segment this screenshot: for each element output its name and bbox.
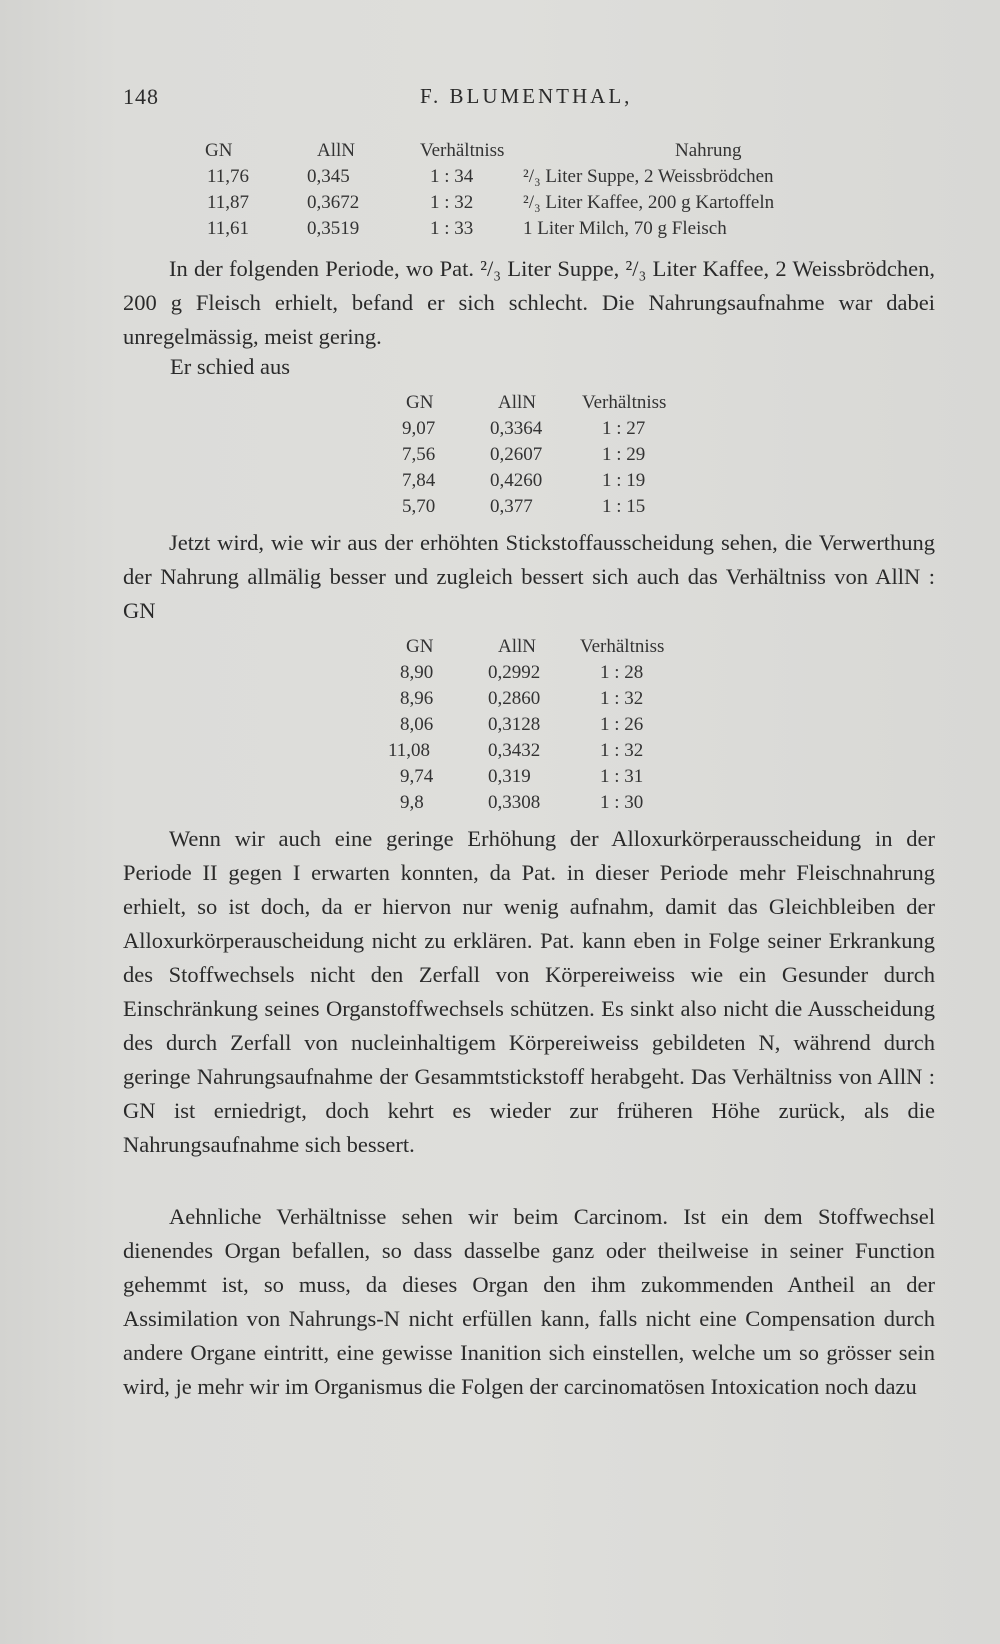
paragraph-text: Jetzt wird, wie wir aus der erhöhten Stickstoffausscheidung sehen, die Verwerthung der Nahrung allmälig besser und zugleich bessert sich auch das Verhältniss von AllN : GN — [123, 530, 935, 623]
paragraph-2 — [123, 526, 935, 628]
column-header-gn: GN — [205, 140, 233, 161]
cell-ratio: 1 : 33 — [430, 218, 474, 239]
column-header-nahrung: Nahrung — [675, 140, 742, 161]
cell-ratio: 1 : 31 — [600, 766, 644, 787]
column-header-verhaeltniss: Verhältniss — [420, 140, 505, 161]
table-header-row — [205, 138, 925, 164]
cell-ratio: 1 : 30 — [600, 792, 644, 813]
cell-ratio: 1 : 19 — [602, 470, 646, 491]
table-row — [402, 468, 722, 494]
table-row — [205, 164, 925, 190]
cell-gn: 8,96 — [400, 688, 434, 709]
cell-ratio: 1 : 32 — [600, 688, 644, 709]
cell-gn: 9,74 — [400, 766, 434, 787]
cell-alln: 0,319 — [488, 766, 531, 787]
table-row — [205, 190, 925, 216]
cell-gn: 8,90 — [400, 662, 434, 683]
cell-ratio: 1 : 29 — [602, 444, 646, 465]
cell-alln: 0,2607 — [490, 444, 543, 465]
table-row — [388, 660, 728, 686]
nitrogen-table-1 — [205, 138, 925, 242]
column-header-alln: AllN — [317, 140, 355, 161]
cell-alln: 0,3128 — [488, 714, 541, 735]
table-row — [402, 416, 722, 442]
cell-alln: 0,3432 — [488, 740, 541, 761]
cell-gn: 5,70 — [402, 496, 436, 517]
cell-nahrung: ²/₃ Liter Suppe, 2 Weissbrödchen — [523, 166, 774, 187]
cell-ratio: 1 : 34 — [430, 166, 474, 187]
cell-alln: 0,3519 — [307, 218, 360, 239]
cell-alln: 0,4260 — [490, 470, 543, 491]
table-row — [388, 738, 728, 764]
cell-ratio: 1 : 32 — [600, 740, 644, 761]
running-head: F. BLUMENTHAL, — [420, 84, 633, 108]
table-row — [402, 494, 722, 520]
table-row — [402, 442, 722, 468]
paragraph-text: In der folgenden Periode, wo Pat. ²/₃ Liter Suppe, ²/₃ Liter Kaffee, 2 Weissbrödchen, 200 g Fleisch erhielt, befand er sich schlecht. Die Nahrungsaufnahme war dabei unregelmässig, meist gering. — [123, 256, 935, 349]
column-header-gn: GN — [406, 392, 434, 413]
column-header-gn: GN — [406, 636, 434, 657]
paragraph-text: Aehnliche Verhältnisse sehen wir beim Carcinom. Ist ein dem Stoffwechsel dienendes Organ befallen, so dass dasselbe ganz oder theilweise in seiner Function gehemmt ist, so muss, da dieses Organ den ihm zukommenden Antheil an der Assimilation von Nahrungs-N nicht erfüllen kann, falls nicht eine Compensation durch andere Organe eintritt, eine gewisse Inanition sich einstellen, welche um so grösser sein wird, je mehr wir im Organismus die Folgen der carcinomatösen Intoxication noch dazu — [123, 1204, 935, 1399]
table-header-row — [402, 390, 722, 416]
table-row — [388, 790, 728, 816]
paragraph-4 — [123, 1200, 935, 1404]
cell-gn: 11,08 — [388, 740, 431, 761]
column-header-verhaeltniss: Verhältniss — [580, 636, 665, 657]
cell-gn: 9,8 — [400, 792, 424, 813]
cell-alln: 0,377 — [490, 496, 533, 517]
paragraph-1b: Er schied aus — [170, 354, 290, 379]
page-header — [123, 84, 933, 114]
nitrogen-table-3 — [388, 634, 728, 816]
paragraph-1 — [123, 252, 935, 354]
table-row — [388, 764, 728, 790]
cell-alln: 0,3364 — [490, 418, 543, 439]
cell-nahrung: 1 Liter Milch, 70 g Fleisch — [523, 218, 727, 239]
table-row — [388, 712, 728, 738]
cell-alln: 0,345 — [307, 166, 350, 187]
column-header-verhaeltniss: Verhältniss — [582, 392, 667, 413]
cell-gn: 11,61 — [207, 218, 250, 239]
cell-gn: 9,07 — [402, 418, 436, 439]
cell-gn: 7,84 — [402, 470, 436, 491]
cell-ratio: 1 : 28 — [600, 662, 644, 683]
cell-nahrung: ²/₃ Liter Kaffee, 200 g Kartoffeln — [523, 192, 775, 213]
column-header-alln: AllN — [498, 636, 536, 657]
cell-alln: 0,2992 — [488, 662, 541, 683]
cell-ratio: 1 : 26 — [600, 714, 644, 735]
table-row — [205, 216, 925, 242]
cell-gn: 11,76 — [207, 166, 250, 187]
nitrogen-table-2 — [402, 390, 722, 520]
cell-ratio: 1 : 27 — [602, 418, 646, 439]
cell-alln: 0,3308 — [488, 792, 541, 813]
cell-ratio: 1 : 15 — [602, 496, 646, 517]
page-number: 148 — [123, 84, 159, 109]
cell-alln: 0,2860 — [488, 688, 541, 709]
table-row — [388, 686, 728, 712]
cell-gn: 7,56 — [402, 444, 436, 465]
paragraph-3 — [123, 822, 935, 1162]
paragraph-text: Wenn wir auch eine geringe Erhöhung der Alloxurkörperausscheidung in der Periode II gegen I erwarten konnten, da Pat. in dieser Periode mehr Fleischnahrung erhielt, so ist doch, da er hiervon nur wenig aufnahm, damit das Gleichbleiben der Alloxurkörperauscheidung nicht zu erklären. Pat. kann eben in Folge seiner Erkrankung des Stoffwechsels nicht den Zerfall von Körpereiweiss wie ein Gesunder durch Einschränkung seines Organstoffwechsels schützen. Es sinkt also nicht die Ausscheidung des durch Zerfall von nucleinhaltigem Körpereiweiss gebildeten N, während durch geringe Nahrungsaufnahme der Gesammtstickstoff herabgeht. Das Verhältniss von AllN : GN ist erniedrigt, doch kehrt es wieder zur früheren Höhe zurück, als die Nahrungsaufnahme sich bessert. — [123, 826, 935, 1157]
column-header-alln: AllN — [498, 392, 536, 413]
cell-gn: 8,06 — [400, 714, 434, 735]
cell-gn: 11,87 — [207, 192, 250, 213]
table-header-row — [388, 634, 728, 660]
cell-ratio: 1 : 32 — [430, 192, 474, 213]
cell-alln: 0,3672 — [307, 192, 360, 213]
